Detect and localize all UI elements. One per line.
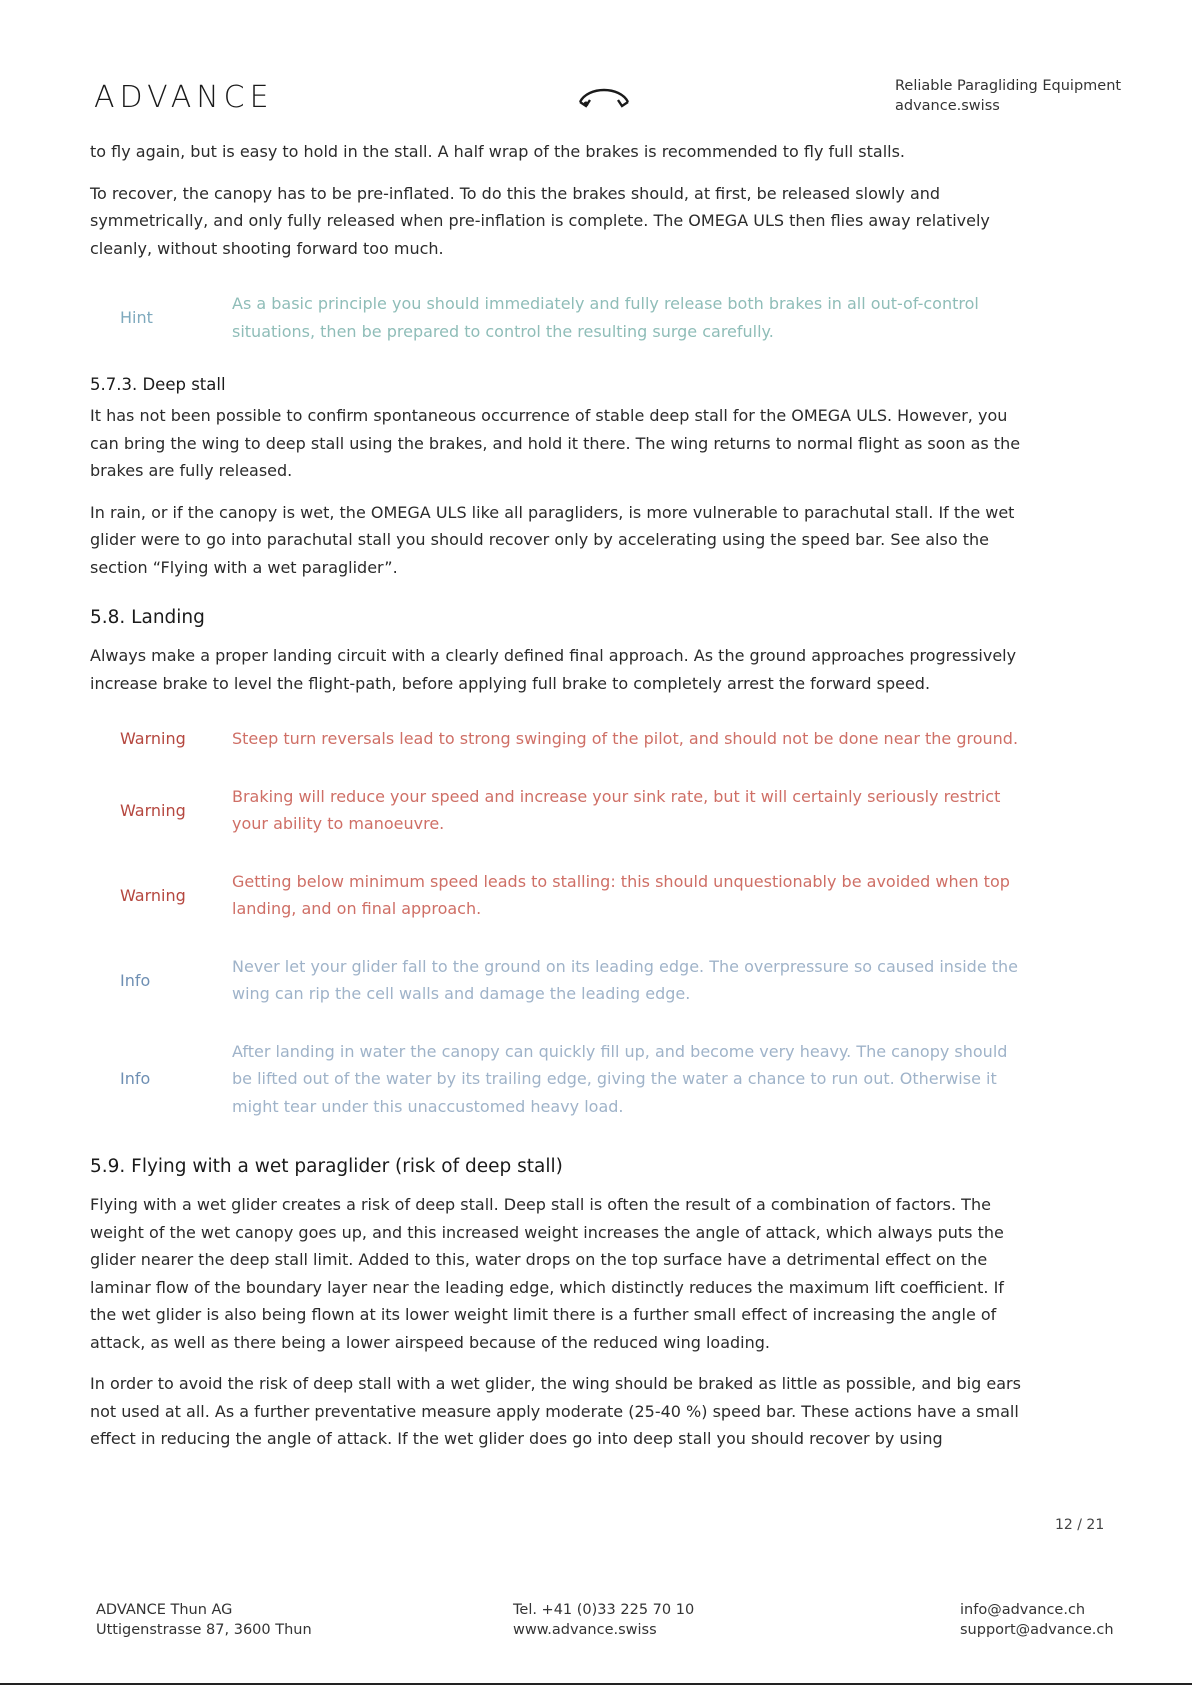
paragraph: Flying with a wet glider creates a risk of deep stall. Deep stall is often the result of a combination of factors. The weight of the wet canopy goes up, and this increased weight increases the angle of attack, which always puts the glider nearer the deep stall limit. Added to this, water drops on the top surface have a detrimental effect on the laminar flow of the boundary layer near the leading edge, which distinctly reduces the maximum lift coefficient. If the wet glider is also being flown at its lower weight limit there is a further small effect of increasing the angle of attack, as well as there being a lower airspeed because of the reduced wing loading. [90,1195,1004,1352]
info-text: Never let your glider fall to the ground on its leading edge. The overpressure so caused inside the wing can rip the cell walls and damage the leading edge. [232,956,1019,1003]
warning-note [90,783,1025,838]
footer-address: Uttigenstrasse 87, 3600 Thun [96,1622,312,1638]
warning-label: Warning [120,729,186,749]
paragraph: To recover, the canopy has to be pre-inflated. To do this the brakes should, at first, be released slowly and symmetrically, and only fully released when pre-inflation is complete. The OMEGA ULS then flies away relatively cleanly, without shooting forward too much. [90,183,990,258]
glider-wing-icon [576,84,632,108]
footer-web: www.advance.swiss [513,1622,657,1638]
page-content [90,138,1025,1467]
info-note [90,953,1025,1008]
paragraph: It has not been possible to confirm spontaneous occurrence of stable deep stall for the OMEGA ULS. However, you can bring the wing to deep stall using the brakes, and hold it there. The wing returns to normal flight as soon as the brakes are fully released. [90,406,1021,480]
footer-email-support: support@advance.ch [960,1622,1114,1638]
tagline-line1: Reliable Paragliding Equipment [895,78,1122,94]
warning-text: Steep turn reversals lead to strong swinging of the pilot, and should not be done near the ground. [232,729,1019,748]
advance-logo: ADVANCE [94,80,274,115]
section-heading-5-9: 5.9. Flying with a wet paraglider (risk of deep stall) [90,1156,563,1177]
footer-contact-block [513,1600,694,1640]
hint-note [90,290,1025,345]
warning-note [90,868,1025,923]
page-number: 12 / 21 [1055,1517,1105,1533]
section-heading-5-8: 5.8. Landing [90,607,205,628]
section-heading-5-7-3: 5.7.3. Deep stall [90,375,226,394]
info-note [90,1038,1025,1121]
warning-label: Warning [120,885,186,905]
warning-label: Warning [120,800,186,820]
footer-tel: Tel. +41 (0)33 225 70 10 [513,1602,695,1618]
info-label: Info [120,970,151,990]
hint-label: Hint [120,308,153,327]
footer-company: ADVANCE Thun AG [96,1602,233,1618]
paragraph: In order to avoid the risk of deep stall with a wet glider, the wing should be braked as little as possible, and big ears not used at all. As a further preventative measure apply moderate (25-40 %) speed bar. These actions have a small effect in reducing the angle of attack. If the wet glider does go into deep stall you should recover by using [90,1374,1021,1448]
footer-email-info: info@advance.ch [960,1602,1086,1618]
paragraph: In rain, or if the canopy is wet, the OMEGA ULS like all paragliders, is more vulnerable to parachutal stall. If the wet glider were to go into parachutal stall you should recover only by accelerating using the speed bar. See also the section “Flying with a wet paraglider”. [90,502,1015,577]
hint-text: As a basic principle you should immediately and fully release both brakes in all out-of-control situations, then be prepared to control the resulting surge carefully. [232,294,979,341]
page-header [0,0,1192,140]
header-tagline [895,76,1121,116]
info-text: After landing in water the canopy can quickly fill up, and become very heavy. The canopy should be lifted out of the water by its trailing edge, giving the water a chance to run out. Otherwise it might tear under this unaccustomed heavy load. [232,1041,1008,1116]
info-label: Info [120,1069,151,1089]
footer-company-block [96,1600,312,1640]
warning-text: Braking will reduce your speed and increase your sink rate, but it will certainly seriously restrict your ability to manoeuvre. [232,786,1001,833]
tagline-website: advance.swiss [895,98,1000,114]
warning-text: Getting below minimum speed leads to stalling: this should unquestionably be avoided when top landing, and on final approach. [232,871,1010,918]
warning-note [90,725,1025,753]
paragraph: to fly again, but is easy to hold in the stall. A half wrap of the brakes is recommended to fly full stalls. [90,142,906,161]
footer-email-block [960,1600,1114,1640]
paragraph: Always make a proper landing circuit with a clearly defined final approach. As the ground approaches progressively increase brake to level the flight-path, before applying full brake to completely arrest the forward speed. [90,646,1017,693]
